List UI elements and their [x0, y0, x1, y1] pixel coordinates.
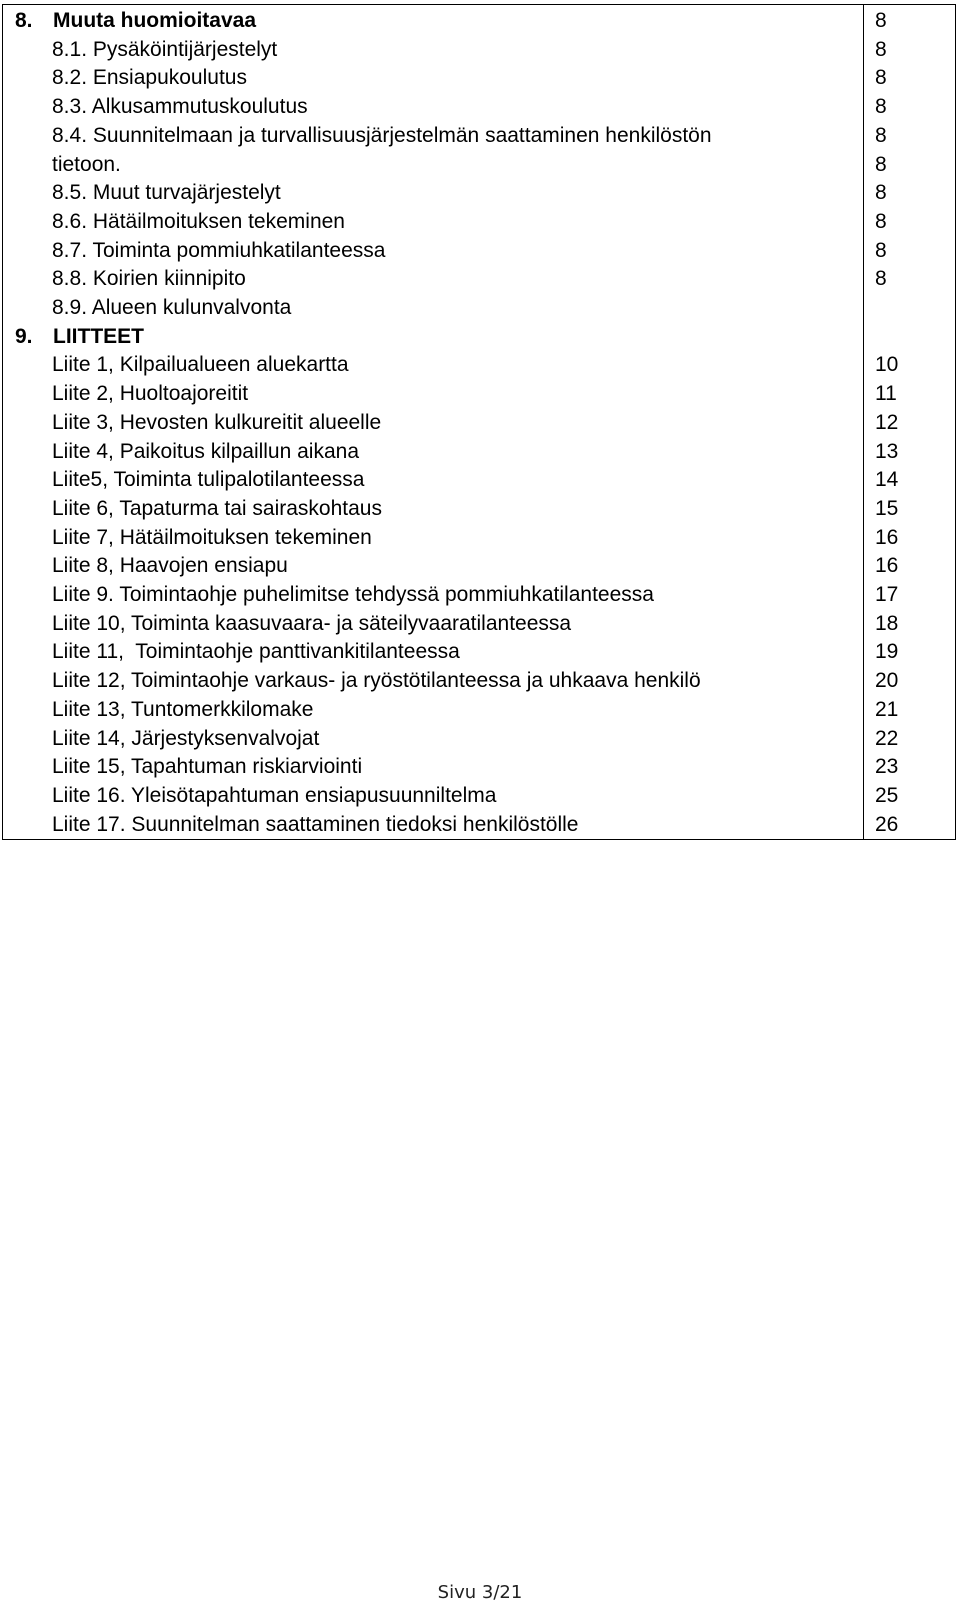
toc-row-8-8[interactable] — [3, 265, 957, 294]
toc-row-liite-12[interactable] — [3, 667, 957, 696]
toc-entry-title: 8.4. Suunnitelmaan ja turvallisuusjärjestelmän saattaminen henkilöstön — [52, 123, 712, 147]
toc-entry-title: tietoon. — [52, 152, 121, 176]
toc-entry-title: Liite 2, Huoltoajoreitit — [52, 382, 249, 406]
toc-entry-title: Liite 13, Tuntomerkkilomake — [52, 697, 314, 721]
toc-entry-title: Liite 9. Toimintaohje puhelimitse tehdyssä pommiuhkatilanteessa — [52, 583, 654, 606]
toc-page-number: 23 — [875, 755, 899, 779]
toc-heading-8[interactable] — [3, 7, 957, 36]
toc-entry-title: Liite 8, Haavojen ensiapu — [52, 554, 288, 578]
toc-page-number: 8 — [875, 37, 887, 61]
toc-row-liite-1[interactable] — [3, 351, 957, 380]
toc-row-liite-5[interactable] — [3, 466, 957, 495]
toc-row-8-2[interactable] — [3, 64, 957, 93]
toc-entry-title: 8.9. Alueen kulunvalvonta — [52, 296, 292, 319]
toc-entry-title: Liite 4, Paikoitus kilpaillun aikana — [52, 439, 360, 463]
toc-row-liite-3[interactable] — [3, 409, 957, 438]
toc-row-liite-2[interactable] — [3, 380, 957, 409]
toc-page-number: 15 — [875, 496, 899, 520]
toc-page-number: 13 — [875, 439, 899, 463]
toc-entry-title: 8.7. Toiminta pommiuhkatilanteessa — [52, 238, 386, 262]
toc-row-liite-6[interactable] — [3, 495, 957, 524]
toc-page-number: 12 — [875, 410, 899, 434]
toc-page-number: 25 — [875, 783, 899, 807]
toc-row-8-9[interactable] — [3, 294, 957, 323]
toc-page-number: 8 — [875, 66, 887, 90]
toc-row-8-5[interactable] — [3, 179, 957, 208]
toc-page-number: 8 — [875, 209, 887, 233]
toc-page-number: 8 — [875, 181, 887, 205]
toc-page-number: 10 — [875, 353, 899, 377]
toc-entry-title: Liite 11, Toimintaohje panttivankitilanteessa — [52, 640, 460, 664]
toc-page-number: 8 — [875, 238, 887, 262]
toc-heading-text: Muuta huomioitavaa — [53, 9, 257, 32]
toc-page-number: 22 — [875, 726, 899, 750]
toc-row-liite-16[interactable] — [3, 782, 957, 811]
toc-page-number: 19 — [875, 640, 899, 664]
toc-entry-title: Liite 7, Hätäilmoituksen tekeminen — [52, 525, 372, 549]
toc-table — [2, 4, 956, 840]
toc-heading-title — [15, 7, 256, 36]
toc-page-number: 11 — [875, 382, 897, 406]
toc-entry-title: Liite 12, Toimintaohje varkaus- ja ryöstötilanteessa ja uhkaava henkilö — [52, 669, 701, 693]
toc-entry-title: Liite 16. Yleisötapahtuman ensiapusuunniltelma — [52, 783, 497, 807]
toc-page-number: 8 — [875, 95, 887, 119]
toc-entry-title: 8.2. Ensiapukoulutus — [52, 66, 247, 90]
toc-row-liite-4[interactable] — [3, 438, 957, 467]
toc-row-8-7[interactable] — [3, 237, 957, 266]
toc-row-liite-8[interactable] — [3, 552, 957, 581]
toc-entry-title: Liite 15, Tapahtuman riskiarviointi — [52, 755, 363, 779]
toc-row-liite-10[interactable] — [3, 610, 957, 639]
toc-page-number: 16 — [875, 554, 899, 578]
page-footer: Sivu 3/21 — [437, 1582, 523, 1603]
toc-row-liite-7[interactable] — [3, 524, 957, 553]
toc-page-number: 26 — [875, 812, 899, 836]
toc-row-8-6[interactable] — [3, 208, 957, 237]
toc-entry-title: 8.6. Hätäilmoituksen tekeminen — [52, 209, 345, 233]
toc-row-liite-17[interactable] — [3, 811, 957, 840]
toc-page-number: 8 — [875, 267, 887, 291]
toc-entry-title: Liite 17. Suunnitelman saattaminen tiedoksi henkilöstölle — [52, 812, 579, 836]
toc-page-number: 16 — [875, 525, 899, 549]
toc-row-8-3[interactable] — [3, 93, 957, 122]
toc-heading-text: LIITTEET — [53, 324, 144, 348]
toc-entry-title: 8.1. Pysäköintijärjestelyt — [52, 37, 278, 61]
toc-row-liite-9[interactable] — [3, 581, 957, 610]
page-column-divider — [863, 4, 864, 840]
toc-entry-title: Liite 14, Järjestyksenvalvojat — [52, 726, 320, 750]
toc-row-8-4-cont[interactable] — [3, 151, 957, 180]
toc-entry-title: 8.3. Alkusammutuskoulutus — [52, 95, 308, 119]
toc-row-8-4[interactable] — [3, 122, 957, 151]
toc-entry-title: Liite 6, Tapaturma tai sairaskohtaus — [52, 496, 382, 520]
toc-row-8-1[interactable] — [3, 36, 957, 65]
toc-entry-title: Liite5, Toiminta tulipalotilanteessa — [52, 468, 365, 492]
toc-row-liite-15[interactable] — [3, 753, 957, 782]
toc-page-number: 17 — [875, 583, 899, 606]
toc-page-number: 8 — [875, 9, 887, 32]
toc-page-number: 8 — [875, 152, 887, 176]
toc-heading-number: 9. — [15, 324, 33, 348]
toc-entry-title: 8.5. Muut turvajärjestelyt — [52, 181, 281, 205]
toc-entry-title: Liite 10, Toiminta kaasuvaara- ja säteilyvaaratilanteessa — [52, 611, 572, 635]
toc-page-number: 20 — [875, 669, 899, 693]
toc-row-liite-11[interactable] — [3, 638, 957, 667]
toc-row-liite-13[interactable] — [3, 696, 957, 725]
toc-entry-title: Liite 1, Kilpailualueen aluekartta — [52, 353, 349, 377]
toc-page-number: 18 — [875, 611, 899, 635]
toc-row-liite-14[interactable] — [3, 725, 957, 754]
toc-page-number: 14 — [875, 468, 899, 492]
toc-heading-title — [15, 323, 144, 352]
toc-page-number: 8 — [875, 123, 887, 147]
toc-heading-number: 8. — [15, 9, 33, 32]
toc-entry-title: 8.8. Koirien kiinnipito — [52, 267, 246, 291]
toc-entry-title: Liite 3, Hevosten kulkureitit alueelle — [52, 410, 382, 434]
toc-page-number: 21 — [875, 697, 899, 721]
toc-heading-9[interactable] — [3, 323, 957, 352]
